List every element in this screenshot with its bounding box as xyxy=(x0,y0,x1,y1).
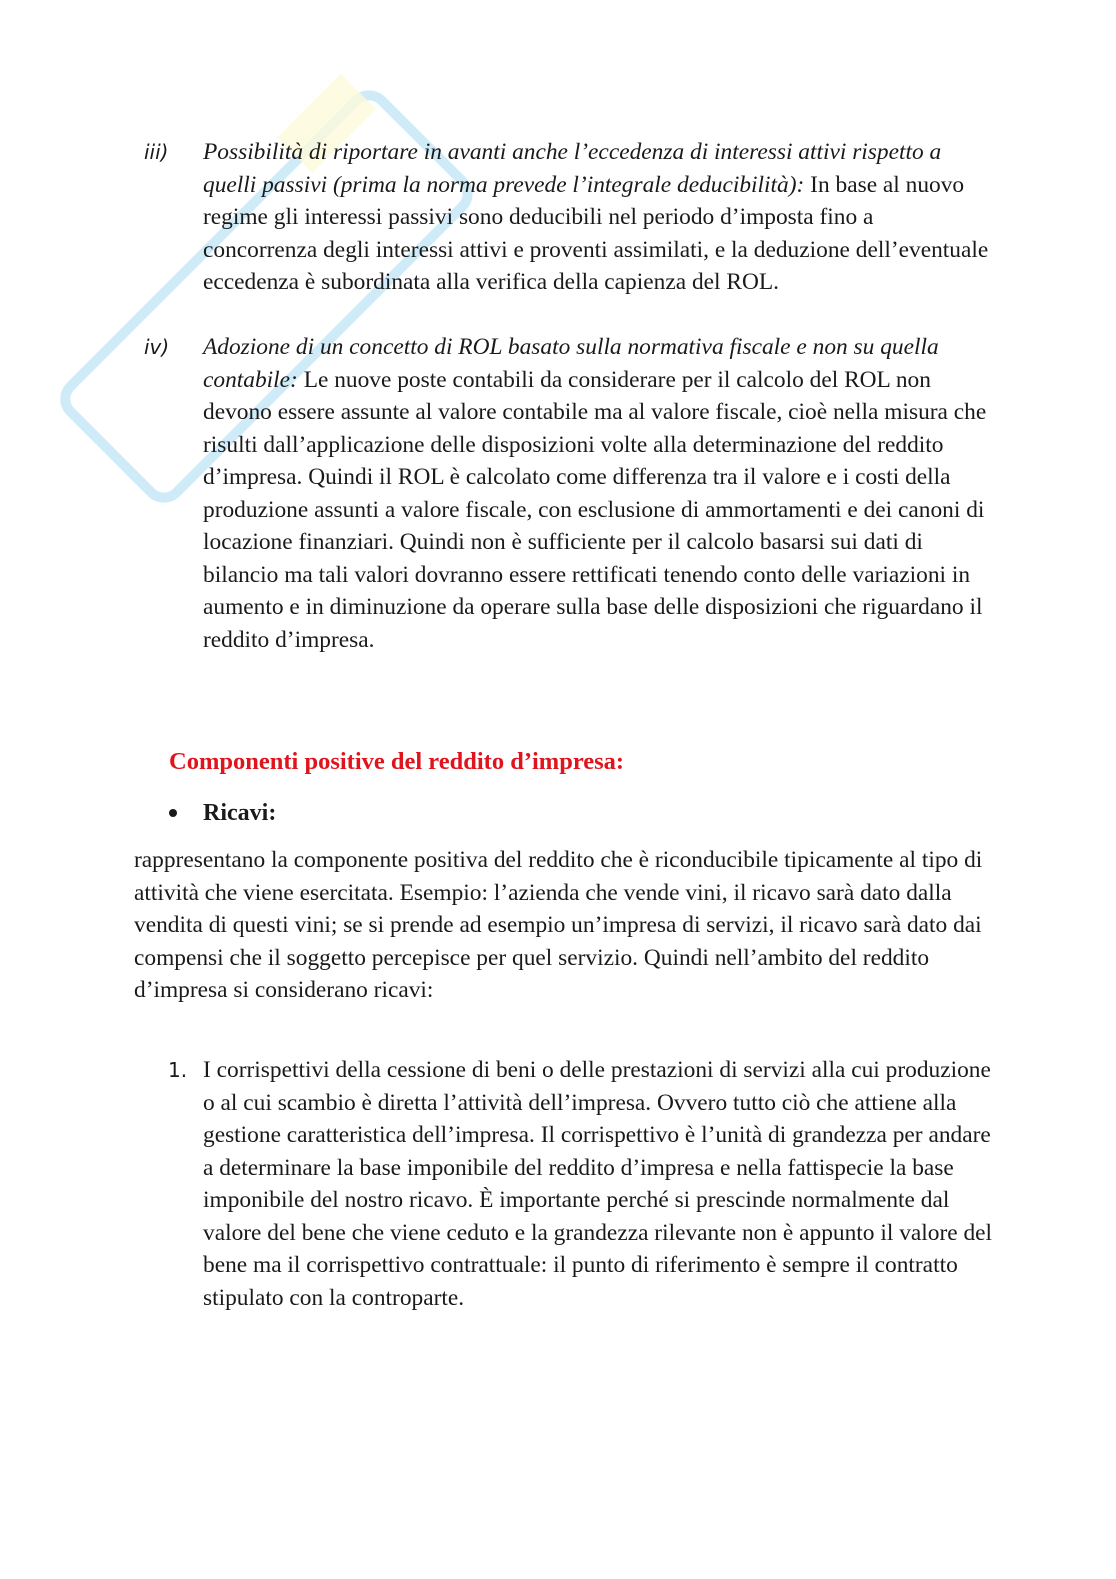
list-item-body: Le nuove poste contabili da considerare per il calcolo del ROL non devono essere assunte al valore contabile ma al valore fiscale, cioè nella misura che risulti dall’applicazione delle disposizioni volte alla determinazione del reddito d’impresa. Quindi il ROL è calcolato come differenza tra il valore e i costi della produzione assunti a valore fiscale, con esclusione di ammortamenti e dei canoni di locazione finanziari. Quindi non è sufficiente per il calcolo basarsi sui dati di bilancio ma tali valori dovranno essere rettificati tenendo conto delle variazioni in aumento e in diminuzione da operare sulla base delle disposizioni che riguardano il reddito d’impresa. xyxy=(203,366,987,653)
list-item-text xyxy=(203,331,993,656)
list-item-title: Possibilità di riportare in avanti anche l’eccedenza di interessi attivi rispetto a quelli passivi (prima la norma prevede l’integrale deducibilità): xyxy=(203,139,942,198)
list-item-body: In base al nuovo regime gli interessi passivi sono deducibili nel periodo d’imposta fino a concorrenza degli interessi attivi e proventi assimilati, e la deduzione dell’eventuale eccedenza è subordinata alla verifica della capienza del ROL. xyxy=(203,171,989,295)
bullet-label: Ricavi: xyxy=(203,800,277,826)
list-marker: 1. xyxy=(168,1058,188,1082)
list-marker: iv) xyxy=(144,335,170,359)
section-heading: Componenti positive del reddito d’impresa: xyxy=(169,748,625,775)
list-item-text xyxy=(203,136,993,299)
bullet-icon xyxy=(169,809,177,817)
list-marker: iii) xyxy=(144,140,169,164)
list-item-text: I corrispettivi della cessione di beni o delle prestazioni di servizi alla cui produzione o al cui scambio è diretta l’attività dell’impresa. Ovvero tutto ciò che attiene alla gestione caratteristica dell’impresa. Il corrispettivo è l’unità di grandezza per andare a determinare la base imponibile del reddito d’impresa e nella fattispecie la base imponibile del nostro ricavo. È importante perché si prescinde normalmente dal valore del bene che viene ceduto e la grandezza rilevante non è appunto il valore del bene ma il corrispettivo contrattuale: il punto di riferimento è sempre il contratto stipulato con la controparte. xyxy=(203,1057,993,1311)
list-item-title: Adozione di un concetto di ROL basato sulla normativa fiscale e non su quella contabile: xyxy=(203,334,939,393)
ricavi-paragraph: rappresentano la componente positiva del reddito che è riconducibile tipicamente al tipo di attività che viene esercitata. Esempio: l’azienda che vende vini, il ricavo sarà dato dalla vendita di questi vini; se si prende ad esempio un’impresa di servizi, il ricavo sarà dato dai compensi che il soggetto percepisce per quel servizio. Quindi nell’ambito del reddito d’impresa si considerano ricavi: xyxy=(134,847,983,1003)
